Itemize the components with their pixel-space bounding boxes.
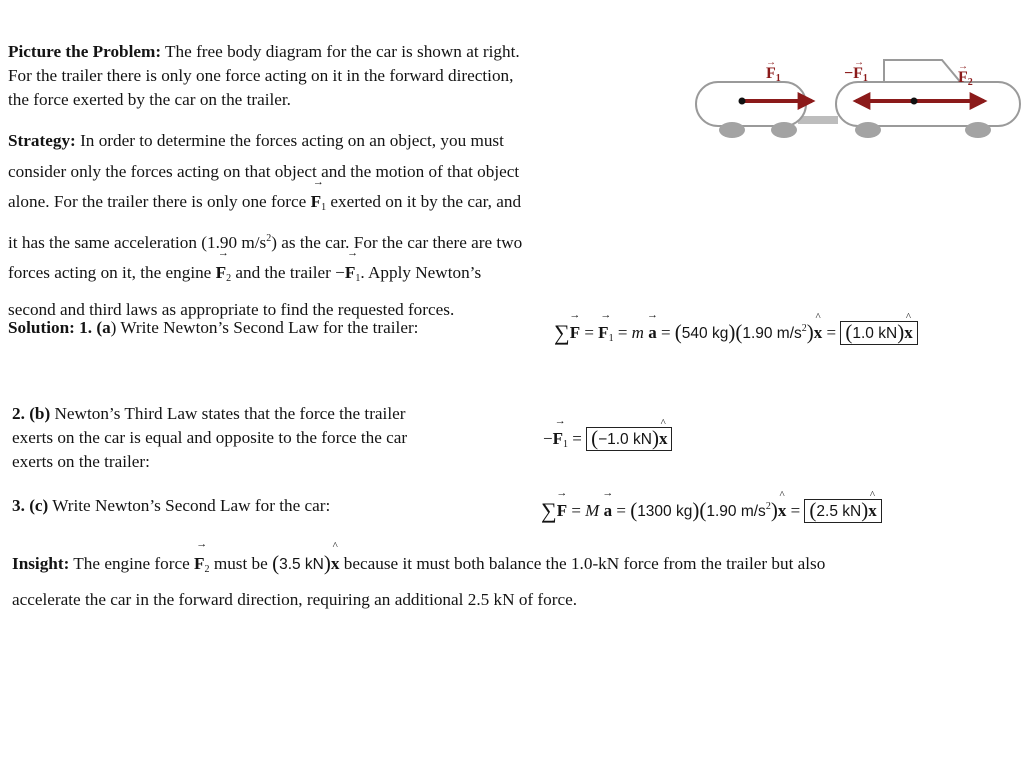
label-neg-f1-arrow: → bbox=[854, 57, 864, 68]
vector-f1: → $F_1$ bbox=[345, 258, 361, 295]
solution-part-a: a bbox=[102, 318, 111, 337]
insight-line-1a: The engine force bbox=[69, 554, 195, 573]
insight-line-1b: must be bbox=[209, 554, 273, 573]
vector-f2: → $F_2$ bbox=[194, 549, 210, 585]
equation-a: ∑→ F = → $F_1 = m \to a = (540$ kg)(1.90 $m/s^2)\^{}$ x = (1.0 kN)^ x bbox=[554, 316, 918, 352]
solution-step-1 bbox=[8, 316, 418, 340]
eq-a-result: 1.0 kN bbox=[852, 325, 898, 342]
eq-c-accel: 1.90 m/s bbox=[706, 503, 766, 520]
strategy-label: Strategy: bbox=[8, 131, 76, 150]
strategy-line-1: In order to determine the forces acting on an object, you must bbox=[75, 131, 504, 150]
equation-b: −→ $F_1 = (-1.0$ kN)^ x bbox=[543, 425, 672, 458]
vector-f1: → $F_1$ bbox=[311, 187, 327, 224]
solution-step-3 bbox=[12, 494, 330, 518]
eq-a-mass: 540 kg bbox=[681, 325, 729, 342]
free-body-diagram bbox=[688, 54, 1024, 140]
answer-box-a: (1.0 kN)^ x bbox=[840, 321, 917, 345]
picture-label: Picture the Problem: bbox=[8, 42, 162, 61]
label-f1-arrow: → bbox=[766, 57, 776, 68]
strategy-line-6: second and third laws as appropriate to find the requested forces. bbox=[8, 299, 455, 319]
eq-c-mass: 1300 kg bbox=[637, 503, 693, 520]
picture-line-2: For the trailer there is only one force acting on it in the forward direction, bbox=[8, 66, 514, 85]
picture-line-3: the force exerted by the car on the trailer. bbox=[8, 90, 291, 109]
label-f1: F1 bbox=[766, 65, 781, 84]
step2-label: 2. (b) bbox=[12, 404, 51, 423]
picture-paragraph bbox=[8, 40, 520, 112]
trailer-center-dot bbox=[739, 98, 746, 105]
solution-label: Solution: 1. ( bbox=[8, 318, 103, 337]
answer-box-c: (2.5 kN)^ x bbox=[804, 499, 881, 523]
answer-box-b: (−1.0 kN)^ x bbox=[586, 427, 672, 451]
insight-paragraph: Insight: The engine force → $F_2$ must be (3.5 kN)^ x because it must both balance the 1.0-kN force from the trailer but also accelerate the car in the forward direction, requiring an additional 2.5 kN of force. bbox=[12, 548, 825, 615]
strategy-line-5a: forces acting on it, the engine bbox=[8, 263, 216, 282]
strategy-paragraph: Strategy: In order to determine the forces acting on an object, you must consider only the forces acting on that object and the motion of that object alone. For the trailer there is only one force → $F_1$ exerted on it by the car, and it has the same acceleration (1.90 $m/s^2$) as the car. For the car there are two forces acting on it, the engine → $F_2$ and the trailer −→ $F_1$. Apply Newton’s second and third laws as appropriate to find the requested forces. bbox=[8, 126, 522, 325]
eq-c-result: 2.5 kN bbox=[816, 503, 862, 520]
car-center-dot bbox=[911, 98, 918, 105]
hitch-bar bbox=[798, 116, 838, 124]
insight-line-1c: because it must both balance the 1.0-kN force from the trailer but also bbox=[339, 554, 826, 573]
label-f2-arrow: → bbox=[958, 61, 968, 72]
label-neg-f1: −F1 bbox=[844, 65, 868, 84]
step3-text: Write Newton’s Second Law for the car: bbox=[48, 496, 331, 515]
strategy-line-3a: alone. For the trailer there is only one force bbox=[8, 192, 311, 211]
strategy-line-5c: . Apply Newton’s bbox=[360, 263, 482, 282]
insight-label: Insight: bbox=[12, 554, 70, 573]
step2-line-2: exerts on the car is equal and opposite to the force the car bbox=[12, 428, 408, 447]
vector-f2: → $F_2$ bbox=[216, 258, 232, 295]
solution-step-2 bbox=[12, 402, 407, 474]
strategy-line-4a: it has the same acceleration (1.90 m/s bbox=[8, 232, 267, 252]
strategy-line-2: consider only the forces acting on that object and the motion of that object bbox=[8, 161, 520, 181]
equation-c: ∑→ F = M → a = (1300 kg)(1.90 $m/s^2)\^{}$ x = (2.5 kN)^ x bbox=[541, 494, 882, 525]
label-f2: F2 bbox=[958, 69, 973, 88]
picture-line-1: The free body diagram for the car is shown at right. bbox=[161, 42, 520, 61]
trailer-shape bbox=[696, 82, 806, 138]
insight-line-2: accelerate the car in the forward direction, requiring an additional 2.5 kN of force. bbox=[12, 590, 578, 609]
step2-line-1: Newton’s Third Law states that the force the trailer bbox=[50, 404, 406, 423]
strategy-line-4b: ) as the car. For the car there are two bbox=[271, 232, 523, 252]
step3-label: 3. (c) bbox=[12, 496, 49, 515]
solution-text-a: ) Write Newton’s Second Law for the trailer: bbox=[110, 318, 419, 337]
insight-engine-value: 3.5 kN bbox=[279, 556, 324, 573]
step2-line-3: exerts on the trailer: bbox=[12, 452, 150, 471]
eq-b-result: −1.0 kN bbox=[598, 431, 652, 448]
strategy-line-3b: exerted on it by the car, and bbox=[326, 192, 522, 211]
car-cabin bbox=[884, 60, 962, 84]
eq-a-accel: 1.90 m/s bbox=[742, 325, 802, 342]
strategy-line-5b: and the trailer − bbox=[231, 263, 345, 282]
